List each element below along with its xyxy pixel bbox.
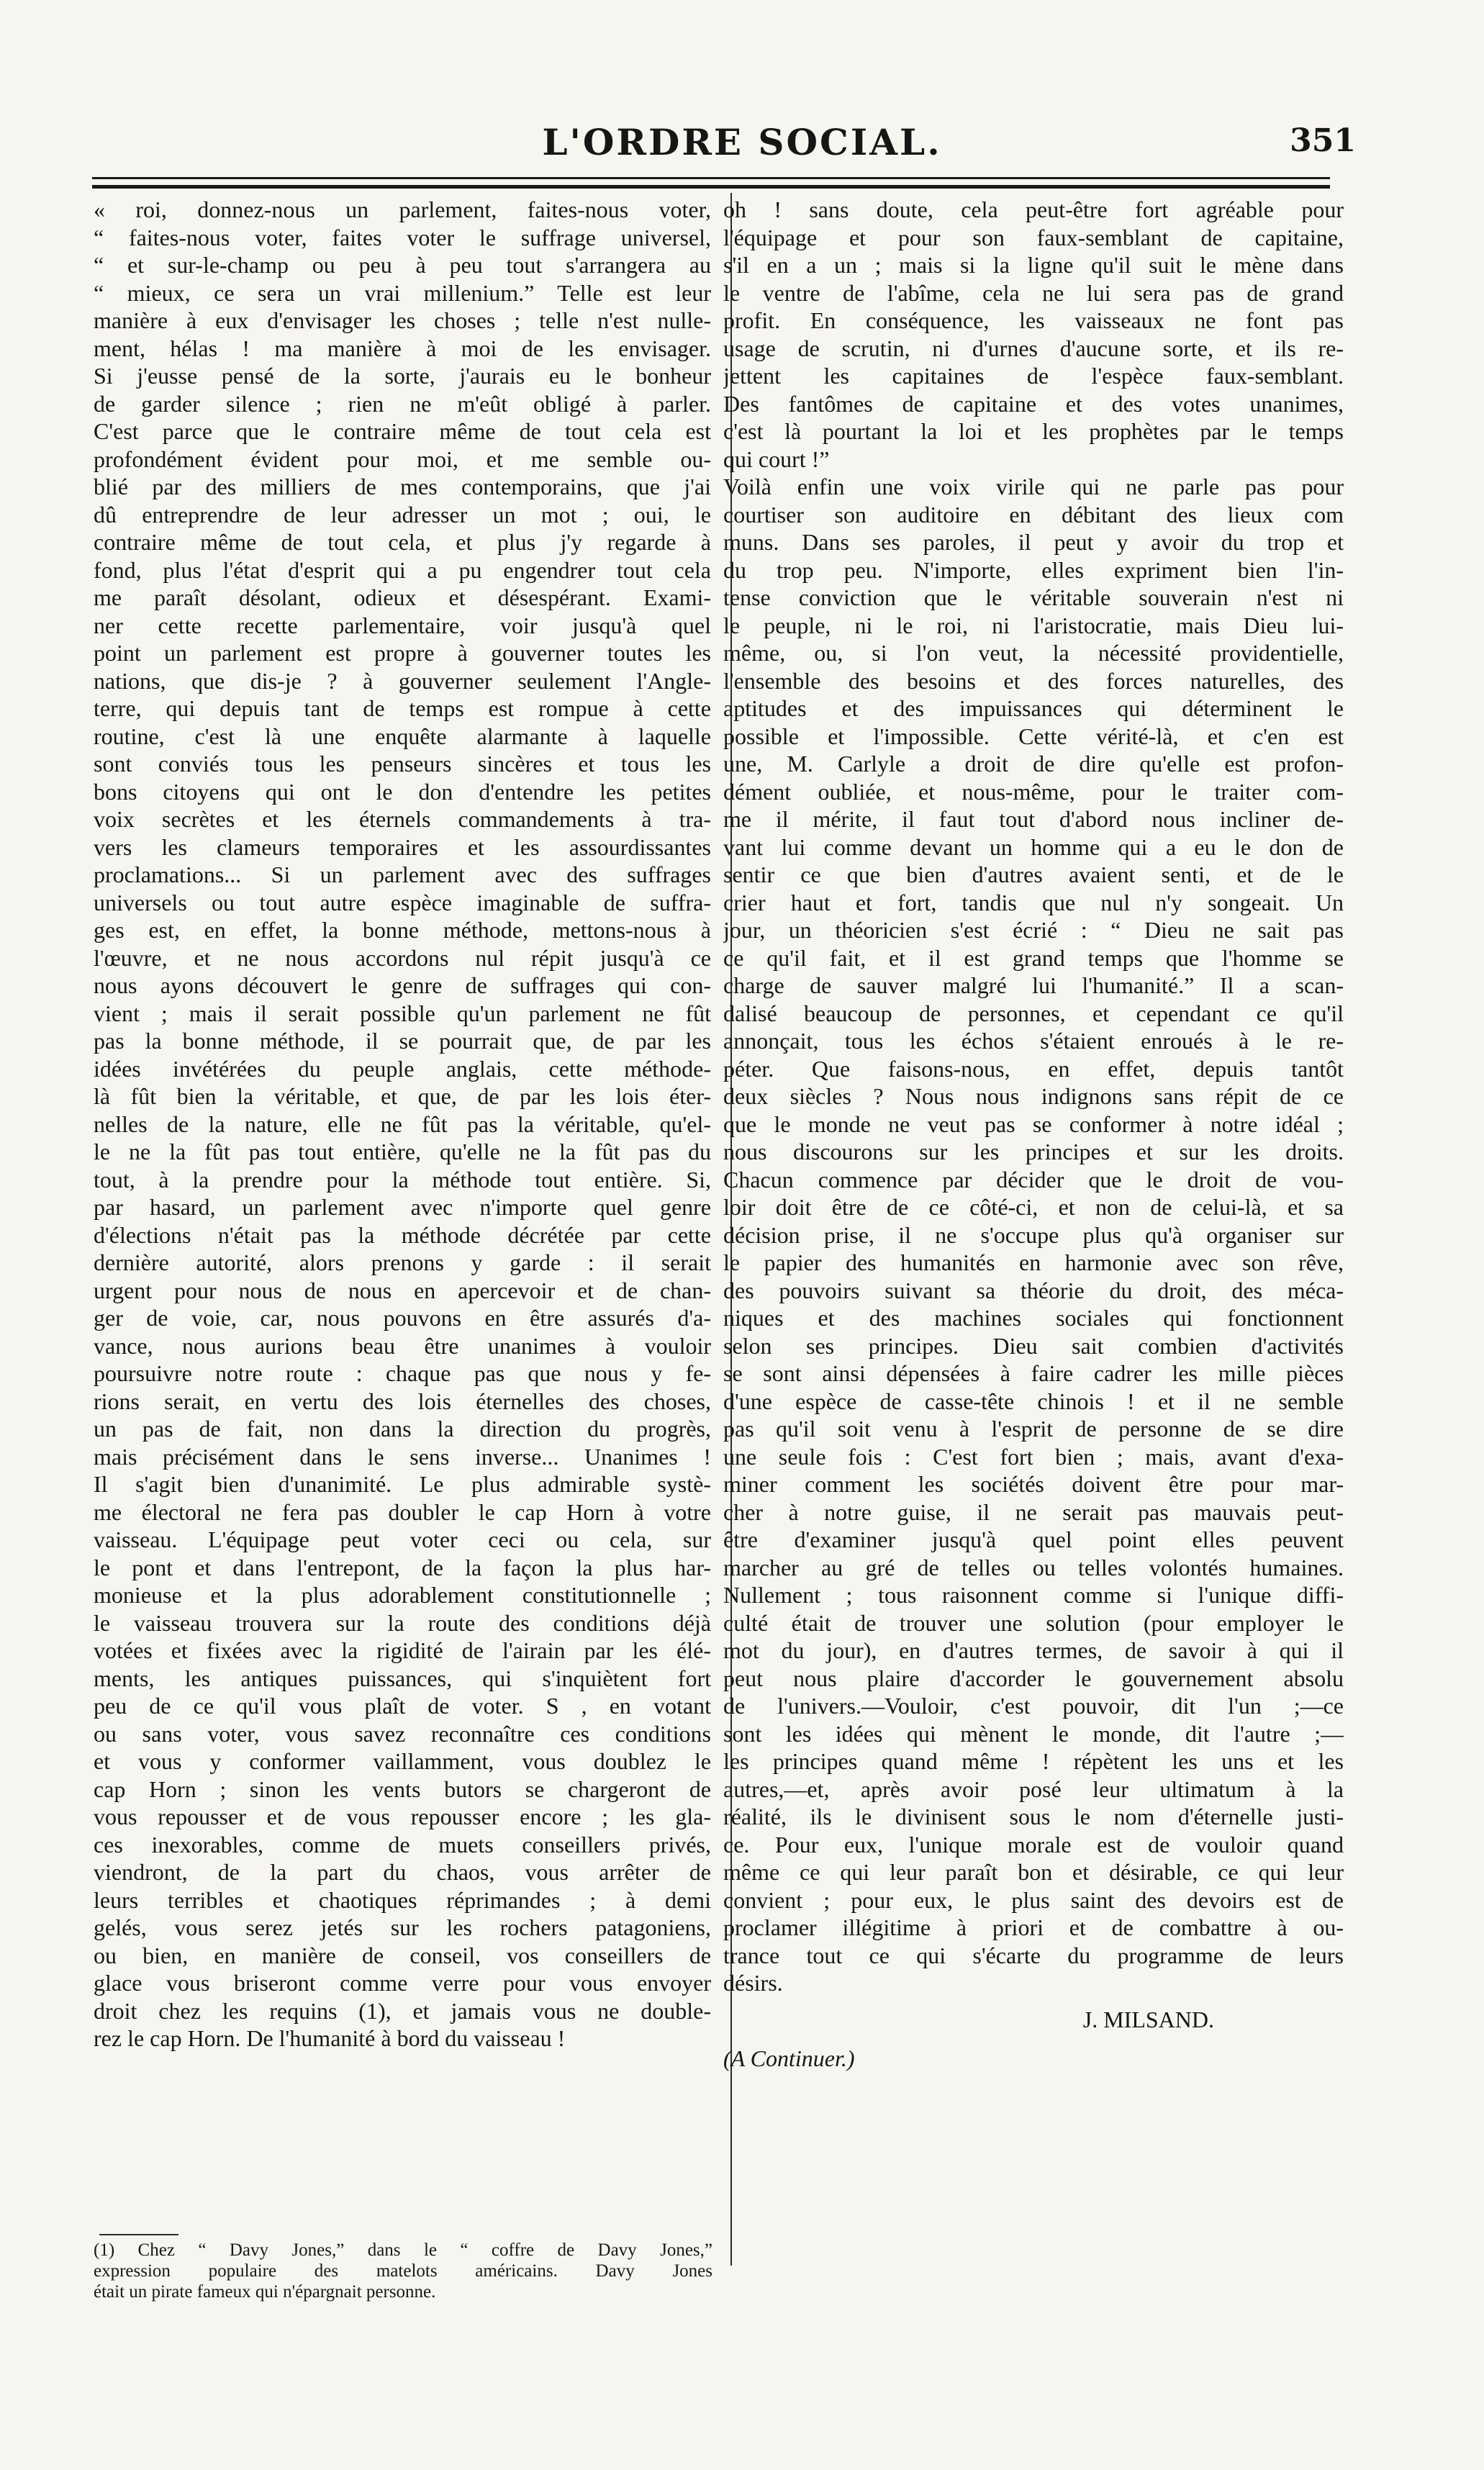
text-line: ou sans voter, vous savez reconnaître ces conditions bbox=[94, 1720, 711, 1747]
text-line: ments, les antiques puissances, qui s'inquiètent fort bbox=[94, 1665, 711, 1691]
text-line: niques et des machines sociales qui fonctionnent bbox=[723, 1305, 1344, 1331]
text-line: tout, à la prendre pour la méthode tout entière. Si, bbox=[94, 1166, 711, 1193]
text-line: des pouvoirs suivant sa théorie du droit, des méca- bbox=[723, 1277, 1344, 1303]
running-title: L'ORDRE SOCIAL. bbox=[542, 121, 942, 163]
text-line: urgent pour nous de nous en apercevoir et de chan- bbox=[94, 1277, 711, 1303]
text-line: contraire même de tout cela, et plus j'y regarde à bbox=[94, 529, 711, 555]
text-line: et vous y conformer vaillamment, vous doublez le bbox=[94, 1748, 711, 1774]
text-line: d'une espèce de casse-tête chinois ! et il ne semble bbox=[723, 1388, 1344, 1414]
text-line: blié par des milliers de mes contemporains, que j'ai bbox=[94, 474, 711, 499]
text-line: expression populaire des matelots américains. Davy Jones bbox=[94, 2261, 712, 2281]
text-line: se sont ainsi dépensées à faire cadrer les mille pièces bbox=[723, 1360, 1344, 1386]
text-line: nous ayons découvert le genre de suffrages qui con- bbox=[94, 972, 711, 998]
text-line: glace vous briseront comme verre pour vous envoyer bbox=[94, 1970, 711, 1996]
text-line: même ce qui leur paraît bon et désirable, ce qui leur bbox=[723, 1859, 1344, 1885]
right-column bbox=[723, 196, 1344, 2073]
text-line: peu de ce qu'il vous plaît de voter. S , en votant bbox=[94, 1693, 711, 1719]
text-line: vers les clameurs temporaires et les assourdissantes bbox=[94, 833, 711, 860]
text-line: désirs. bbox=[723, 1970, 783, 1996]
text-line: le ventre de l'abîme, cela ne lui sera pas de grand bbox=[723, 279, 1344, 306]
text-line: idées invétérées du peuple anglais, cette méthode- bbox=[94, 1055, 711, 1082]
text-line: marcher au gré de telles ou telles volontés humaines. bbox=[723, 1554, 1344, 1580]
text-line: vaisseau. L'équipage peut voter ceci ou cela, sur bbox=[94, 1526, 711, 1552]
text-line: viendront, de la part du chaos, vous arrêter de bbox=[94, 1859, 711, 1885]
text-line: l'équipage et pour son faux-semblant de capitaine, bbox=[723, 224, 1344, 250]
text-line: autres,—et, après avoir posé leur ultimatum à la bbox=[723, 1775, 1344, 1802]
text-line: poursuivre notre route : chaque pas que nous y fe- bbox=[94, 1360, 711, 1386]
text-line: sentir ce que bien d'autres avaient senti, et de le bbox=[723, 861, 1344, 887]
text-line: aptitudes et des impuissances qui déterminent le bbox=[723, 695, 1344, 721]
text-line: l'œuvre, et ne nous accordons nul répit jusqu'à ce bbox=[94, 944, 711, 971]
text-line: Si j'eusse pensé de la sorte, j'aurais eu le bonheur bbox=[94, 363, 711, 389]
text-line: décision prise, il ne s'occupe plus qu'à organiser sur bbox=[723, 1221, 1344, 1248]
text-line: cap Horn ; sinon les vents butors se chargeront de bbox=[94, 1775, 711, 1802]
text-line: un pas de fait, non dans la direction du progrès, bbox=[94, 1416, 711, 1442]
text-line: vance, nous aurions beau être unanimes à vouloir bbox=[94, 1332, 711, 1359]
text-line: d'élections n'était pas la méthode décrétée par cette bbox=[94, 1221, 711, 1248]
footnote bbox=[94, 2240, 712, 2302]
text-line: “ et sur-le-champ ou peu à peu tout s'arrangera au bbox=[94, 252, 711, 278]
text-line: proclamer illégitime à priori et de combattre à ou- bbox=[723, 1914, 1344, 1940]
text-line: Il s'agit bien d'unanimité. Le plus admirable systè- bbox=[94, 1471, 711, 1497]
text-line: rions serait, en vertu des lois éternelles des choses, bbox=[94, 1388, 711, 1414]
text-line: charge de sauver malgré lui l'humanité.” Il a scan- bbox=[723, 972, 1344, 998]
text-line: de l'univers.—Vouloir, c'est pouvoir, dit l'un ;—ce bbox=[723, 1693, 1344, 1719]
text-line: dément oubliée, et nous-même, pour le traiter com- bbox=[723, 778, 1344, 805]
text-line: Nullement ; tous raisonnent comme si l'unique diffi- bbox=[723, 1582, 1344, 1608]
text-line: ges est, en effet, la bonne méthode, mettons-nous à bbox=[94, 917, 711, 943]
text-line: pas qu'il soit venu à l'esprit de personne de se dire bbox=[723, 1416, 1344, 1442]
text-line: selon ses principes. Dieu sait combien d'activités bbox=[723, 1332, 1344, 1359]
text-line: mot du jour), en d'autres termes, de savoir à qui il bbox=[723, 1637, 1344, 1663]
text-line: miner comment les sociétés doivent être pour mar- bbox=[723, 1471, 1344, 1497]
text-line: mais précisément dans le sens inverse... Unanimes ! bbox=[94, 1443, 711, 1470]
left-column bbox=[94, 196, 711, 2053]
text-line: fond, plus l'état d'esprit qui a pu engendrer tout cela bbox=[94, 556, 711, 583]
text-line: ou bien, en manière de conseil, vos conseillers de bbox=[94, 1942, 711, 1968]
text-line: point un parlement est propre à gouverner toutes les bbox=[94, 640, 711, 666]
text-line: routine, c'est là une enquête alarmante à laquelle bbox=[94, 723, 711, 749]
text-line: nous discourons sur les principes et sur les droits. bbox=[723, 1139, 1344, 1164]
text-line: vient ; mais il serait possible qu'un parlement ne fût bbox=[94, 1000, 711, 1026]
text-line: loir doit être de ce côté-ci, et non de celui-là, et sa bbox=[723, 1194, 1344, 1220]
text-line: s'il en a un ; mais si la ligne qu'il suit le mène dans bbox=[723, 252, 1344, 278]
signature: J. MILSAND. bbox=[1082, 2006, 1214, 2032]
text-line: le pont et dans l'entrepont, de la façon la plus har- bbox=[94, 1554, 711, 1580]
text-line: était un pirate fameux qui n'épargnait personne. bbox=[94, 2282, 436, 2302]
text-line: crier haut et fort, tandis que nul n'y songeait. Un bbox=[723, 889, 1344, 915]
text-line: pas la bonne méthode, il se pourrait que, de par les bbox=[94, 1028, 711, 1054]
text-line: rez le cap Horn. De l'humanité à bord du vaisseau ! bbox=[94, 2025, 566, 2051]
text-line: nations, que dis-je ? à gouverner seulement l'Angle- bbox=[94, 667, 711, 694]
footnote-rule bbox=[99, 2234, 178, 2235]
header-rule bbox=[92, 177, 1330, 179]
text-line: ce qu'il fait, et il est grand temps que l'homme se bbox=[723, 944, 1344, 971]
text-line: droit chez les requins (1), et jamais vous ne double- bbox=[94, 1997, 711, 2024]
text-line: vous repousser et de vous repousser encore ; les gla- bbox=[94, 1804, 711, 1829]
text-line: ment, hélas ! ma manière à moi de les envisager. bbox=[94, 335, 711, 361]
text-line: sont conviés tous les penseurs sincères et tous les bbox=[94, 751, 711, 777]
text-line: me paraît désolant, odieux et désespérant. Exami- bbox=[94, 584, 711, 610]
text-line: me il mérite, il faut tout d'abord nous incliner de- bbox=[723, 806, 1344, 832]
text-line: “ faites-nous voter, faites voter le suffrage universel, bbox=[94, 224, 711, 250]
text-line: dalisé beaucoup de personnes, et cependant ce qu'il bbox=[723, 1000, 1344, 1026]
text-line: oh ! sans doute, cela peut-être fort agréable pour bbox=[723, 196, 1344, 222]
text-line: trance tout ce qui s'écarte du programme de leurs bbox=[723, 1942, 1344, 1968]
text-line: Des fantômes de capitaine et des votes unanimes, bbox=[723, 390, 1344, 417]
text-line: même, ou, si l'on veut, la nécessité providentielle, bbox=[723, 640, 1344, 666]
text-line: terre, qui depuis tant de temps est rompue à cette bbox=[94, 695, 711, 721]
text-line: dû entreprendre de leur adresser un mot ; oui, le bbox=[94, 501, 711, 528]
text-line: possible et l'impossible. Cette vérité-là, et c'en est bbox=[723, 723, 1344, 749]
text-line: annonçait, tous les échos s'étaient enroués à le re- bbox=[723, 1028, 1344, 1054]
header-rule-thick bbox=[92, 185, 1330, 189]
page-number: 351 bbox=[1290, 122, 1356, 159]
text-line: ner cette recette parlementaire, voir jusqu'à quel bbox=[94, 612, 711, 638]
text-line: dernière autorité, alors prenons y garde : il serait bbox=[94, 1249, 711, 1275]
text-line: ces inexorables, comme de muets conseillers privés, bbox=[94, 1831, 711, 1858]
text-line: sont les idées qui mènent le monde, dit l'autre ;— bbox=[723, 1720, 1344, 1747]
text-line: Chacun commence par décider que le droit de vou- bbox=[723, 1166, 1344, 1193]
text-line: ce. Pour eux, l'unique morale est de vouloir quand bbox=[723, 1831, 1344, 1858]
text-line: le vaisseau trouvera sur la route des conditions déjà bbox=[94, 1609, 711, 1636]
continuation-note: (A Continuer.) bbox=[723, 2045, 855, 2071]
text-line: c'est là pourtant la loi et les prophètes par le temps bbox=[723, 418, 1344, 444]
text-line: que le monde ne veut pas se conformer à notre idéal ; bbox=[723, 1110, 1344, 1137]
text-line: proclamations... Si un parlement avec des suffrages bbox=[94, 861, 711, 887]
text-line: profondément évident pour moi, et me semble ou- bbox=[94, 445, 711, 472]
text-line: bons citoyens qui ont le don d'entendre les petites bbox=[94, 778, 711, 805]
text-line: une seule fois : C'est fort bien ; mais, avant d'exa- bbox=[723, 1443, 1344, 1470]
text-line: qui court !” bbox=[723, 445, 830, 472]
text-line: profit. En conséquence, les vaisseaux ne font pas bbox=[723, 307, 1344, 333]
text-line: gelés, vous serez jetés sur les rochers patagoniens, bbox=[94, 1914, 711, 1940]
text-line: le peuple, ni le roi, ni l'aristocratie, mais Dieu lui- bbox=[723, 612, 1344, 638]
text-line: vant lui comme devant un homme qui a eu le don de bbox=[723, 833, 1344, 860]
text-line: le papier des humanités en harmonie avec son rêve, bbox=[723, 1249, 1344, 1275]
text-line: jettent les capitaines de l'espèce faux-semblant. bbox=[723, 363, 1344, 389]
text-line: là fût bien la véritable, et que, de par les lois éter- bbox=[94, 1083, 711, 1109]
text-line: leurs terribles et chaotiques réprimandes ; à demi bbox=[94, 1886, 711, 1913]
text-line: usage de scrutin, ni d'urnes d'aucune sorte, et ils re- bbox=[723, 335, 1344, 361]
text-line: peut nous plaire d'accorder le gouvernement absolu bbox=[723, 1665, 1344, 1691]
text-line: “ mieux, ce sera un vrai millenium.” Telle est leur bbox=[94, 279, 711, 306]
text-line: par hasard, un parlement avec n'importe quel genre bbox=[94, 1194, 711, 1220]
text-line: courtiser son auditoire en débitant des lieux com bbox=[723, 501, 1344, 528]
text-line: les principes quand même ! répètent les uns et les bbox=[723, 1748, 1344, 1774]
text-line: me électoral ne fera pas doubler le cap Horn à votre bbox=[94, 1498, 711, 1525]
text-line: (1) Chez “ Davy Jones,” dans le “ coffre de Davy Jones,” bbox=[94, 2240, 712, 2260]
text-line: tense conviction que le véritable souverain n'est ni bbox=[723, 584, 1344, 610]
text-line: convient ; pour eux, le plus saint des devoirs est de bbox=[723, 1886, 1344, 1913]
text-line: votées et fixées avec la rigidité de l'airain par les élé- bbox=[94, 1637, 711, 1663]
text-line: manière à eux d'envisager les choses ; telle n'est nulle- bbox=[94, 307, 711, 333]
text-line: C'est parce que le contraire même de tout cela est bbox=[94, 418, 711, 444]
text-line: monieuse et la plus adorablement constitutionnelle ; bbox=[94, 1582, 711, 1608]
text-line: être d'examiner jusqu'à quel point elles peuvent bbox=[723, 1526, 1344, 1552]
text-line: muns. Dans ses paroles, il peut y avoir du trop et bbox=[723, 529, 1344, 555]
text-line: nelles de la nature, elle ne fût pas la véritable, qu'el- bbox=[94, 1110, 711, 1137]
text-line: une, M. Carlyle a droit de dire qu'elle est profon- bbox=[723, 751, 1344, 777]
text-line: l'ensemble des besoins et des forces naturelles, des bbox=[723, 667, 1344, 694]
text-line: culté était de trouver une solution (pour employer le bbox=[723, 1609, 1344, 1636]
text-line: cher à notre guise, il ne serait pas mauvais peut- bbox=[723, 1498, 1344, 1525]
text-line: voix secrètes et les éternels commandements à tra- bbox=[94, 806, 711, 832]
text-line: péter. Que faisons-nous, en effet, depuis tantôt bbox=[723, 1055, 1344, 1082]
text-line: deux siècles ? Nous nous indignons sans répit de ce bbox=[723, 1083, 1344, 1109]
text-line: universels ou tout autre espèce imaginable de suffra- bbox=[94, 889, 711, 915]
text-line: « roi, donnez-nous un parlement, faites-nous voter, bbox=[94, 196, 711, 222]
text-line: le ne la fût pas tout entière, qu'elle ne la fût pas du bbox=[94, 1139, 711, 1164]
text-line: ger de voie, car, nous pouvons en être assurés d'a- bbox=[94, 1305, 711, 1331]
text-line: réalité, ils le divinisent sous le nom d'éternelle justi- bbox=[723, 1804, 1344, 1829]
text-line: jour, un théoricien s'est écrié : “ Dieu ne sait pas bbox=[723, 917, 1344, 943]
text-line: de garder silence ; rien ne m'eût obligé à parler. bbox=[94, 390, 711, 417]
text-line: Voilà enfin une voix virile qui ne parle pas pour bbox=[723, 474, 1344, 499]
text-line: du trop peu. N'importe, elles expriment bien l'in- bbox=[723, 556, 1344, 583]
